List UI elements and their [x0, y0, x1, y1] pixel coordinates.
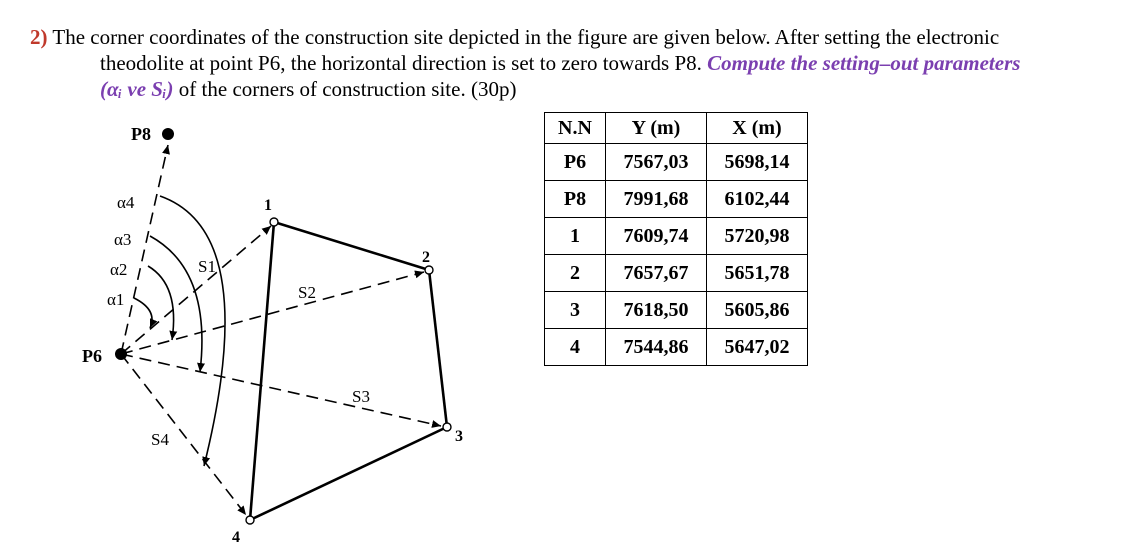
cell-x: 5698,14 [707, 144, 808, 181]
point-p6-marker [115, 348, 127, 360]
label-point-1: 1 [264, 197, 272, 214]
site-boundary [250, 222, 447, 520]
side-1-2 [274, 222, 429, 270]
side-2-3 [429, 270, 447, 427]
problem-text-3: of the corners of construction site. (30p) [178, 77, 517, 101]
cell-point: 2 [545, 255, 606, 292]
header-nn: N.N [545, 113, 606, 144]
cell-y: 7657,67 [606, 255, 707, 292]
cell-point: 4 [545, 329, 606, 366]
label-s4: S4 [151, 430, 169, 449]
coordinates-table [544, 112, 808, 366]
cell-y: 7567,03 [606, 144, 707, 181]
cell-y: 7618,50 [606, 292, 707, 329]
label-alpha2: α2 [110, 260, 128, 279]
label-alpha1: α1 [107, 290, 125, 309]
question-number: 2) [30, 25, 48, 49]
table-row [545, 329, 808, 366]
problem-emphasis-2: Compute the setting–out parameters [707, 51, 1021, 75]
header-y: Y (m) [606, 113, 707, 144]
table-row [545, 255, 808, 292]
line-p6-p8 [121, 145, 168, 354]
label-p8: P8 [131, 124, 151, 144]
side-3-4 [250, 427, 447, 520]
header-x: X (m) [707, 113, 808, 144]
point-1-marker [270, 218, 278, 226]
table-row [545, 181, 808, 218]
problem-emphasis-3: (αᵢ ve Sᵢ) [100, 77, 174, 101]
label-p6: P6 [82, 346, 102, 366]
cell-x: 5651,78 [707, 255, 808, 292]
label-alpha4: α4 [117, 193, 135, 212]
cell-y: 7991,68 [606, 181, 707, 218]
label-alpha3: α3 [114, 230, 132, 249]
point-p8-marker [162, 128, 174, 140]
line-s4 [121, 354, 246, 515]
line-s1 [121, 226, 271, 354]
cell-y: 7609,74 [606, 218, 707, 255]
label-s1: S1 [198, 257, 216, 276]
arc-alpha4 [160, 196, 225, 466]
arc-alpha2 [148, 266, 174, 340]
table-row [545, 218, 808, 255]
point-4-marker [246, 516, 254, 524]
label-point-4: 4 [232, 529, 240, 546]
arc-alpha3 [150, 236, 202, 372]
side-4-1 [250, 222, 274, 520]
cell-x: 5647,02 [707, 329, 808, 366]
label-point-3: 3 [455, 428, 463, 445]
cell-x: 6102,44 [707, 181, 808, 218]
construction-site-figure [0, 0, 540, 549]
cell-point: 3 [545, 292, 606, 329]
cell-point: P6 [545, 144, 606, 181]
point-3-marker [443, 423, 451, 431]
point-2-marker [425, 266, 433, 274]
arc-alpha1 [134, 298, 152, 328]
problem-text-1: The corner coordinates of the construction site depicted in the figure are given below. After setting the electronic [52, 25, 1000, 49]
label-s3: S3 [352, 387, 370, 406]
table-header-row [545, 113, 808, 144]
cell-point: 1 [545, 218, 606, 255]
cell-y: 7544,86 [606, 329, 707, 366]
label-point-2: 2 [422, 249, 430, 266]
table-row [545, 292, 808, 329]
problem-text-2: theodolite at point P6, the horizontal direction is set to zero towards P8. [100, 51, 702, 75]
cell-x: 5720,98 [707, 218, 808, 255]
cell-x: 5605,86 [707, 292, 808, 329]
label-s2: S2 [298, 283, 316, 302]
table-row [545, 144, 808, 181]
cell-point: P8 [545, 181, 606, 218]
